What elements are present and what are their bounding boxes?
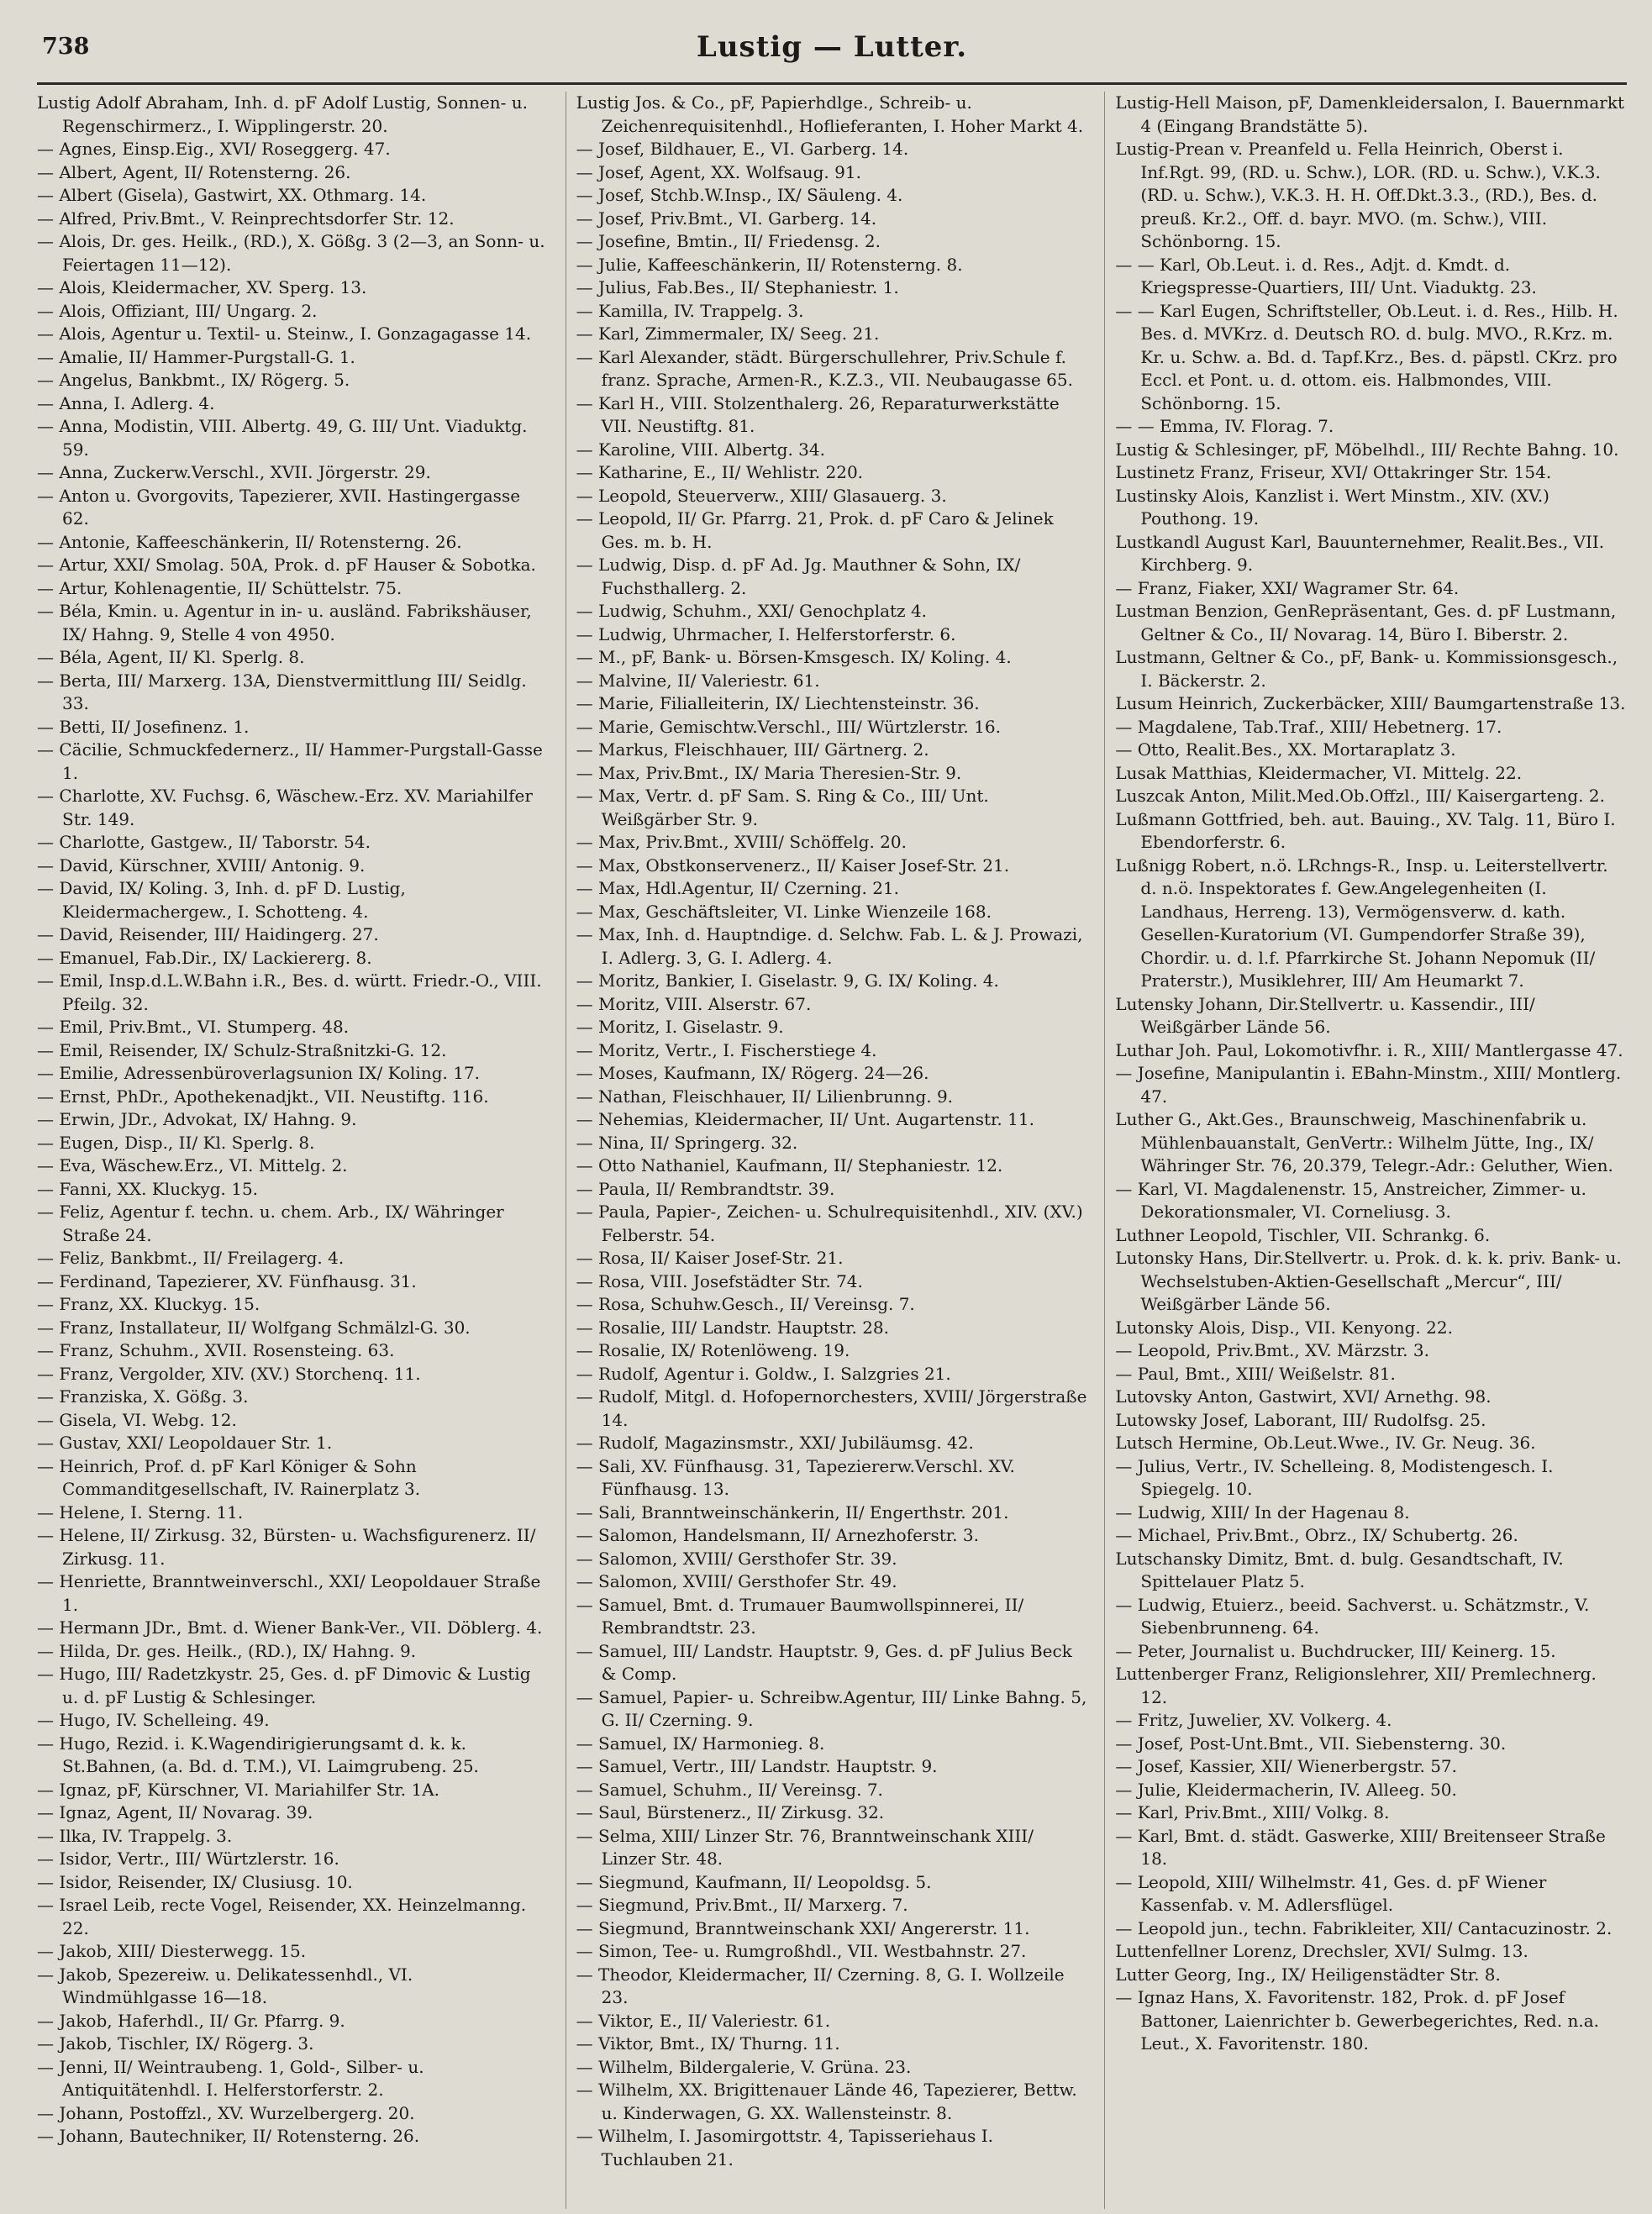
- directory-entry: — Hugo, IV. Schelleing. 49.: [37, 1710, 270, 1730]
- directory-entry: — Moritz, I. Giselastr. 9.: [576, 1017, 784, 1037]
- directory-entry: — Josef, Kassier, XII/ Wienerbergstr. 57.: [1115, 1756, 1458, 1776]
- page-number: 738: [42, 34, 90, 60]
- directory-entry: — Rosalie, IX/ Rotenlöweng. 19.: [576, 1340, 850, 1360]
- directory-entry: — Paula, Papier-, Zeichen- u. Schulrequisitenhdl., XIV. (XV.) Felberstr. 54.: [576, 1202, 1083, 1245]
- directory-entry: — Josef, Stchb.W.Insp., IX/ Säuleng. 4.: [576, 185, 903, 205]
- directory-entry: Lusak Matthias, Kleidermacher, VI. Mittelg. 22.: [1115, 762, 1523, 783]
- directory-entry: Lustman Benzion, GenRepräsentant, Ges. d. pF Lustmann, Geltner & Co., II/ Novarag. 14, Büro I. Biberstr. 2.: [1115, 601, 1617, 644]
- directory-entry: Lustinetz Franz, Friseur, XVI/ Ottakringer Str. 154.: [1115, 462, 1552, 482]
- directory-entry: — Anna, Modistin, VIII. Albertg. 49, G. III/ Unt. Viaduktg. 59.: [37, 416, 528, 460]
- directory-entry: — Franz, Fiaker, XXI/ Wagramer Str. 64.: [1115, 577, 1460, 598]
- directory-entry: — Otto, Realit.Bes., XX. Mortaraplatz 3.: [1115, 739, 1456, 760]
- directory-entry: — Peter, Journalist u. Buchdrucker, III/ Keinerg. 15.: [1115, 1640, 1556, 1661]
- directory-entry: — Alois, Kleidermacher, XV. Sperg. 13.: [37, 277, 367, 297]
- directory-entry: Lustig Jos. & Co., pF, Papierhdlge., Schreib- u. Zeichenrequisitenhdl., Hoflieferanten, I. Hoher Markt 4.: [576, 92, 1084, 136]
- directory-columns: [37, 92, 1627, 2209]
- directory-entry: — Samuel, III/ Landstr. Hauptstr. 9, Ges. d. pF Julius Beck & Comp.: [576, 1640, 1072, 1684]
- directory-entry: — Cäcilie, Schmuckfedernerz., II/ Hammer-Purgstall-Gasse 1.: [37, 739, 543, 783]
- page-header: [37, 30, 1627, 85]
- directory-entry: — Hugo, III/ Radetzkystr. 25, Ges. d. pF Dimovic & Lustig u. d. pF Lustig & Schlesinger.: [37, 1664, 531, 1707]
- directory-entry: — Leopold jun., techn. Fabrikleiter, XII/ Cantacuzinostr. 2.: [1115, 1917, 1613, 1938]
- directory-entry: — Leopold, XIII/ Wilhelmstr. 41, Ges. d. pF Wiener Kassenfab. v. M. Adlersflügel.: [1115, 1871, 1547, 1915]
- directory-entry: — Anna, I. Adlerg. 4.: [37, 392, 215, 413]
- directory-entry: — Israel Leib, recte Vogel, Reisender, XX. Heinzelmanng. 22.: [37, 1895, 527, 1938]
- directory-entry: — Artur, XXI/ Smolag. 50A, Prok. d. pF Hauser & Sobotka.: [37, 555, 536, 575]
- directory-entry: — Anton u. Gvorgovits, Tapezierer, XVII. Hastingergasse 62.: [37, 485, 521, 529]
- directory-entry: Lutonsky Hans, Dir.Stellvertr. u. Prok. d. k. k. priv. Bank- u. Wechselstuben-Aktien-Gesellschaft „Mercur“, III/ Weißgärber Lände 56.: [1115, 1248, 1622, 1314]
- directory-entry: — Otto Nathaniel, Kaufmann, II/ Stephaniestr. 12.: [576, 1155, 1003, 1175]
- directory-entry: — Anna, Zuckerw.Verschl., XVII. Jörgerstr. 29.: [37, 462, 431, 482]
- directory-entry: — Alfred, Priv.Bmt., V. Reinprechtsdorfer Str. 12.: [37, 208, 455, 229]
- directory-entry: — Samuel, IX/ Harmonieg. 8.: [576, 1733, 825, 1754]
- directory-entry: Lustkandl August Karl, Bauunternehmer, Realit.Bes., VII. Kirchberg. 9.: [1115, 531, 1605, 575]
- directory-entry: — Samuel, Vertr., III/ Landstr. Hauptstr. 9.: [576, 1756, 938, 1776]
- directory-entry: — Henriette, Branntweinverschl., XXI/ Leopoldauer Straße 1.: [37, 1571, 541, 1615]
- directory-entry: — Hugo, Rezid. i. K.Wagendirigierungsamt d. k. k. St.Bahnen, (a. Bd. d. T.M.), VI. Laimgrubeng. 25.: [37, 1733, 479, 1776]
- directory-entry: — Jakob, Tischler, IX/ Rögerg. 3.: [37, 2033, 314, 2054]
- directory-entry: — Paula, II/ Rembrandtstr. 39.: [576, 1178, 835, 1199]
- directory-entry: — Viktor, E., II/ Valeriestr. 61.: [576, 2010, 831, 2031]
- directory-entry: — Karl, Bmt. d. städt. Gaswerke, XIII/ Breitenseer Straße 18.: [1115, 1825, 1606, 1869]
- directory-entry: — Feliz, Bankbmt., II/ Freilagerg. 4.: [37, 1248, 345, 1268]
- directory-entry: — Wilhelm, I. Jasomirgottstr. 4, Tapisseriehaus I. Tuchlauben 21.: [576, 2126, 993, 2169]
- directory-entry: — Jenni, II/ Weintraubeng. 1, Gold-, Silber- u. Antiquitätenhdl. I. Helferstorferstr. 2.: [37, 2056, 424, 2100]
- directory-entry: — Artur, Kohlenagentie, II/ Schüttelstr. 75.: [37, 577, 402, 598]
- directory-entry: — Julie, Kaffeeschänkerin, II/ Rotensterng. 8.: [576, 254, 963, 275]
- directory-entry: — Johann, Bautechniker, II/ Rotensterng. 26.: [37, 2126, 420, 2146]
- directory-entry: — — Karl Eugen, Schriftsteller, Ob.Leut. i. d. Res., Hilb. H. Bes. d. MVKrz. d. Deutsch RO. d. bulg. MVO., R.Krz. m. Kr. u. Schw. a. Bd. d. Tapf.Krz., Bes. d. päpstl. CKrz. pro Eccl. et Pont. u. d. ottom. eis. Halbmondes, VIII. Schönborng. 15.: [1115, 300, 1618, 413]
- directory-entry: — Emil, Reisender, IX/ Schulz-Straßnitzki-G. 12.: [37, 1039, 447, 1060]
- directory-entry: — Rudolf, Mitgl. d. Hofopernorchesters, XVIII/ Jörgerstraße 14.: [576, 1386, 1087, 1430]
- directory-entry: — Selma, XIII/ Linzer Str. 76, Branntweinschank XIII/ Linzer Str. 48.: [576, 1825, 1034, 1869]
- directory-entry: Lustig Adolf Abraham, Inh. d. pF Adolf Lustig, Sonnen- u. Regenschirmerz., I. Wipplingerstr. 20.: [37, 92, 529, 136]
- directory-entry: — Franz, Vergolder, XIV. (XV.) Storchenq. 11.: [37, 1363, 421, 1384]
- directory-entry: — Ludwig, Disp. d. pF Ad. Jg. Mauthner & Sohn, IX/ Fuchsthallerg. 2.: [576, 555, 1021, 598]
- directory-entry: — Albert, Agent, II/ Rotensterng. 26.: [37, 161, 351, 182]
- directory-entry: — Hilda, Dr. ges. Heilk., (RD.), IX/ Hahng. 9.: [37, 1640, 417, 1661]
- directory-entry: — Johann, Postoffzl., XV. Wurzelbergerg. 20.: [37, 2102, 415, 2123]
- directory-entry: — Angelus, Bankbmt., IX/ Rögerg. 5.: [37, 370, 350, 390]
- directory-entry: Lustinsky Alois, Kanzlist i. Wert Minstm., XIV. (XV.) Pouthong. 19.: [1115, 485, 1549, 529]
- directory-entry: Luttenfellner Lorenz, Drechsler, XVI/ Sulmg. 13.: [1115, 1941, 1528, 1961]
- directory-entry: Luthner Leopold, Tischler, VII. Schrankg. 6.: [1115, 1224, 1491, 1245]
- directory-entry: — Rudolf, Magazinsmstr., XXI/ Jubiläumsg. 42.: [576, 1433, 974, 1453]
- directory-entry: — Siegmund, Priv.Bmt., II/ Marxerg. 7.: [576, 1895, 908, 1915]
- directory-entry: — Helene, I. Sterng. 11.: [37, 1501, 244, 1522]
- directory-entry: — Moses, Kaufmann, IX/ Rögerg. 24—26.: [576, 1063, 929, 1083]
- directory-entry: — Emanuel, Fab.Dir., IX/ Lackiererg. 8.: [37, 947, 372, 968]
- directory-entry: — Eva, Wäschew.Erz., VI. Mittelg. 2.: [37, 1155, 348, 1175]
- directory-entry: Lutensky Johann, Dir.Stellvertr. u. Kassendir., III/ Weißgärber Lände 56.: [1115, 993, 1535, 1037]
- directory-entry: Lutovsky Anton, Gastwirt, XVI/ Arnethg. 98.: [1115, 1386, 1492, 1407]
- directory-entry: — Julius, Fab.Bes., II/ Stephaniestr. 1.: [576, 277, 899, 297]
- directory-entry: — Ignaz, pF, Kürschner, VI. Mariahilfer Str. 1A.: [37, 1779, 439, 1800]
- directory-entry: — Amalie, II/ Hammer-Purgstall-G. 1.: [37, 346, 355, 367]
- directory-entry: — Samuel, Schuhm., II/ Vereinsg. 7.: [576, 1779, 883, 1800]
- directory-entry: Luthar Joh. Paul, Lokomotivfhr. i. R., XIII/ Mantlergasse 47.: [1115, 1039, 1623, 1060]
- directory-entry: — Fritz, Juwelier, XV. Volkerg. 4.: [1115, 1710, 1392, 1730]
- directory-entry: — Alois, Dr. ges. Heilk., (RD.), X. Gößg. 3 (2—3, an Sonn- u. Feiertagen 11—12).: [37, 231, 545, 275]
- directory-entry: — Paul, Bmt., XIII/ Weißelstr. 81.: [1115, 1363, 1396, 1384]
- directory-entry: — Ignaz, Agent, II/ Novarag. 39.: [37, 1802, 313, 1822]
- directory-entry: — Leopold, Priv.Bmt., XV. Märzstr. 3.: [1115, 1340, 1429, 1360]
- directory-entry: — Samuel, Papier- u. Schreibw.Agentur, III/ Linke Bahng. 5, G. II/ Czerning. 9.: [576, 1686, 1087, 1730]
- directory-entry: Lußnigg Robert, n.ö. LRchngs-R., Insp. u. Leiterstellvertr. d. n.ö. Inspektorates f. Gew.Angelegenheiten (I. Landhaus, Herreng. 13), Vermögensverw. d. kath. Gesellen-Kuratorium (VI. Gumpendorfer Straße 39), Chordir. u. d. l.f. Pfarrkirche St. Johann Nepomuk (II/ Praterstr.), Musiklehrer, III/ Am Heumarkt 7.: [1115, 855, 1608, 991]
- directory-entry: Lutonsky Alois, Disp., VII. Kenyong. 22.: [1115, 1317, 1453, 1338]
- directory-entry: — Sali, XV. Fünfhausg. 31, Tapeziererw.Verschl. XV. Fünfhausg. 13.: [576, 1455, 1015, 1499]
- directory-entry: — Erwin, JDr., Advokat, IX/ Hahng. 9.: [37, 1109, 357, 1129]
- directory-entry: — Heinrich, Prof. d. pF Karl Königer & Sohn Commanditgesellschaft, IV. Rainerplatz 3.: [37, 1455, 421, 1499]
- directory-entry: Lustig-Hell Maison, pF, Damenkleidersalon, I. Bauernmarkt 4 (Eingang Brandstätte 5).: [1115, 92, 1624, 136]
- directory-entry: Luszcak Anton, Milit.Med.Ob.Offzl., III/ Kaisergarteng. 2.: [1115, 786, 1605, 806]
- directory-entry: — Karl, VI. Magdalenenstr. 15, Anstreicher, Zimmer- u. Dekorationsmaler, VI. Corneliusg. 3.: [1115, 1178, 1586, 1222]
- directory-entry: — Isidor, Vertr., III/ Würtzlerstr. 16.: [37, 1849, 339, 1869]
- directory-entry: — Karl Alexander, städt. Bürgerschullehrer, Priv.Schule f. franz. Sprache, Armen-R., K.Z.3., VII. Neubaugasse 65.: [576, 346, 1073, 390]
- directory-entry: — Jakob, XIII/ Diesterwegg. 15.: [37, 1941, 307, 1961]
- directory-entry: — Josefine, Bmtin., II/ Friedensg. 2.: [576, 231, 881, 251]
- directory-entry: — Gisela, VI. Webg. 12.: [37, 1409, 237, 1430]
- directory-entry: — Karl, Priv.Bmt., XIII/ Volkg. 8.: [1115, 1802, 1390, 1822]
- directory-entry: — Helene, II/ Zirkusg. 32, Bürsten- u. Wachsfigurenerz. II/ Zirkusg. 11.: [37, 1525, 536, 1569]
- directory-entry: — Samuel, Bmt. d. Trumauer Baumwollspinnerei, II/ Rembrandtstr. 23.: [576, 1594, 1024, 1638]
- directory-entry: — Hermann JDr., Bmt. d. Wiener Bank-Ver., VII. Döblerg. 4.: [37, 1617, 543, 1638]
- directory-entry: — Béla, Kmin. u. Agentur in in- u. ausländ. Fabrikshäuser, IX/ Hahng. 9, Stelle 4 von 4950.: [37, 601, 532, 644]
- directory-entry: — David, Kürschner, XVIII/ Antonig. 9.: [37, 855, 366, 876]
- directory-entry: — Leopold, Steuerverw., XIII/ Glasauerg. 3.: [576, 485, 947, 506]
- directory-entry: — — Karl, Ob.Leut. i. d. Res., Adjt. d. Kmdt. d. Kriegspresse-Quartiers, III/ Unt. Viaduktg. 23.: [1115, 254, 1537, 297]
- directory-entry: — Betti, II/ Josefinenz. 1.: [37, 716, 250, 737]
- directory-entry: — Isidor, Reisender, IX/ Clusiusg. 10.: [37, 1871, 353, 1892]
- directory-entry: — Karl H., VIII. Stolzenthalerg. 26, Reparaturwerkstätte VII. Neustiftg. 81.: [576, 392, 1060, 436]
- directory-entry: — Alois, Offiziant, III/ Ungarg. 2.: [37, 300, 318, 321]
- directory-entry: — Franziska, X. Gößg. 3.: [37, 1386, 249, 1407]
- directory-entry: — Rosa, II/ Kaiser Josef-Str. 21.: [576, 1248, 844, 1268]
- directory-entry: — Berta, III/ Marxerg. 13A, Dienstvermittlung III/ Seidlg. 33.: [37, 670, 527, 713]
- directory-entry: Lußmann Gottfried, beh. aut. Bauing., XV. Talg. 11, Büro I. Ebendorferstr. 6.: [1115, 808, 1616, 852]
- directory-entry: — Josefine, Manipulantin i. EBahn-Minstm., XIII/ Montlerg. 47.: [1115, 1063, 1622, 1107]
- directory-entry: — Viktor, Bmt., IX/ Thurng. 11.: [576, 2033, 840, 2054]
- directory-entry: — Max, Hdl.Agentur, II/ Czerning. 21.: [576, 878, 899, 898]
- directory-entry: Lutsch Hermine, Ob.Leut.Wwe., IV. Gr. Neug. 36.: [1115, 1433, 1536, 1453]
- directory-entry: — Ludwig, Schuhm., XXI/ Genochplatz 4.: [576, 601, 928, 621]
- directory-entry: — Salomon, XVIII/ Gersthofer Str. 49.: [576, 1571, 897, 1591]
- directory-entry: — Ludwig, XIII/ In der Hagenau 8.: [1115, 1501, 1410, 1522]
- directory-entry: — Nina, II/ Springerg. 32.: [576, 1132, 798, 1153]
- directory-entry: — Moritz, Vertr., I. Fischerstiege 4.: [576, 1039, 877, 1060]
- directory-entry: — Emilie, Adressenbüroverlagsunion IX/ Koling. 17.: [37, 1063, 481, 1083]
- directory-entry: — Magdalene, Tab.Traf., XIII/ Hebetnerg. 17.: [1115, 716, 1502, 737]
- directory-entry: — Max, Obstkonservenerz., II/ Kaiser Josef-Str. 21.: [576, 855, 1010, 876]
- column-1: [37, 92, 549, 2209]
- directory-entry: Lusum Heinrich, Zuckerbäcker, XIII/ Baumgartenstraße 13.: [1115, 693, 1626, 713]
- directory-entry: — Theodor, Kleidermacher, II/ Czerning. 8, G. I. Wollzeile 23.: [576, 1964, 1065, 2007]
- column-2: [566, 92, 1088, 2209]
- directory-entry: — Salomon, Handelsmann, II/ Arnezhoferstr. 3.: [576, 1525, 979, 1545]
- directory-entry: Lustig & Schlesinger, pF, Möbelhdl., III/ Rechte Bahng. 10.: [1115, 439, 1619, 460]
- directory-entry: — Karoline, VIII. Albertg. 34.: [576, 439, 825, 460]
- directory-entry: — Simon, Tee- u. Rumgroßhdl., VII. Westbahnstr. 27.: [576, 1941, 1027, 1961]
- directory-entry: — Leopold, II/ Gr. Pfarrg. 21, Prok. d. pF Caro & Jelinek Ges. m. b. H.: [576, 508, 1054, 552]
- directory-entry: — Kamilla, IV. Trappelg. 3.: [576, 300, 804, 321]
- directory-entry: — Saul, Bürstenerz., II/ Zirkusg. 32.: [576, 1802, 885, 1822]
- directory-entry: — Ludwig, Etuierz., beeid. Sachverst. u. Schätzmstr., V. Siebenbrunneng. 64.: [1115, 1594, 1590, 1638]
- directory-entry: — Josef, Post-Unt.Bmt., VII. Siebensterng. 30.: [1115, 1733, 1507, 1754]
- directory-entry: — Jakob, Haferhdl., II/ Gr. Pfarrg. 9.: [37, 2010, 345, 2031]
- directory-entry: — M., pF, Bank- u. Börsen-Kmsgesch. IX/ Koling. 4.: [576, 647, 1012, 667]
- directory-entry: — Béla, Agent, II/ Kl. Sperlg. 8.: [37, 647, 305, 667]
- running-head: Lustig — Lutter.: [696, 30, 968, 64]
- directory-entry: — Feliz, Agentur f. techn. u. chem. Arb., IX/ Währinger Straße 24.: [37, 1202, 504, 1245]
- directory-entry: Luther G., Akt.Ges., Braunschweig, Maschinenfabrik u. Mühlenbauanstalt, GenVertr.: Wilhelm Jütte, Ing., IX/ Währinger Str. 76, 20.379, Telegr.-Adr.: Geluther, Wien.: [1115, 1109, 1613, 1175]
- directory-entry: — Nehemias, Kleidermacher, II/ Unt. Augartenstr. 11.: [576, 1109, 1034, 1129]
- directory-entry: — Julius, Vertr., IV. Schelleing. 8, Modistengesch. I. Spiegelg. 10.: [1115, 1455, 1554, 1499]
- directory-entry: Lutowsky Josef, Laborant, III/ Rudolfsg. 25.: [1115, 1409, 1486, 1430]
- directory-entry: — Wilhelm, Bildergalerie, V. Grüna. 23.: [576, 2056, 912, 2077]
- directory-entry: — Emil, Insp.d.L.W.Bahn i.R., Bes. d. württ. Friedr.-O., VIII. Pfeilg. 32.: [37, 970, 542, 1014]
- directory-entry: — Nathan, Fleischhauer, II/ Lilienbrunng. 9.: [576, 1086, 954, 1107]
- directory-entry: — Josef, Agent, XX. Wolfsaug. 91.: [576, 161, 861, 182]
- directory-entry: — Wilhelm, XX. Brigittenauer Lände 46, Tapezierer, Bettw. u. Kinderwagen, G. XX. Wallensteinstr. 8.: [576, 2080, 1077, 2123]
- directory-entry: — Jakob, Spezereiw. u. Delikatessenhdl., VI. Windmühlgasse 16—18.: [37, 1964, 413, 2007]
- directory-entry: — Katharine, E., II/ Wehlistr. 220.: [576, 462, 864, 482]
- directory-entry: — Moritz, VIII. Alserstr. 67.: [576, 993, 812, 1014]
- directory-entry: — Josef, Priv.Bmt., VI. Garberg. 14.: [576, 208, 877, 229]
- directory-entry: — Max, Priv.Bmt., XVIII/ Schöffelg. 20.: [576, 832, 907, 852]
- directory-entry: — Antonie, Kaffeeschänkerin, II/ Rotensterng. 26.: [37, 531, 462, 552]
- directory-entry: — Franz, XX. Kluckyg. 15.: [37, 1294, 260, 1314]
- directory-entry: — David, Reisender, III/ Haidingerg. 27.: [37, 924, 379, 944]
- directory-entry: — Rosa, Schuhw.Gesch., II/ Vereinsg. 7.: [576, 1294, 915, 1314]
- directory-entry: — Siegmund, Kaufmann, II/ Leopoldsg. 5.: [576, 1871, 932, 1892]
- directory-entry: — Franz, Installateur, II/ Wolfgang Schmälzl-G. 30.: [37, 1317, 471, 1338]
- directory-entry: — Ernst, PhDr., Apothekenadjkt., VII. Neustiftg. 116.: [37, 1086, 489, 1107]
- directory-entry: — Ludwig, Uhrmacher, I. Helferstorferstr. 6.: [576, 623, 956, 644]
- directory-entry: — Gustav, XXI/ Leopoldauer Str. 1.: [37, 1433, 333, 1453]
- directory-entry: — Josef, Bildhauer, E., VI. Garberg. 14.: [576, 139, 909, 159]
- directory-entry: — Ilka, IV. Trappelg. 3.: [37, 1825, 233, 1846]
- directory-entry: — Alois, Agentur u. Textil- u. Steinw., I. Gonzagagasse 14.: [37, 323, 532, 344]
- directory-entry: — Agnes, Einsp.Eig., XVI/ Roseggerg. 47.: [37, 139, 391, 159]
- directory-entry: — Rudolf, Agentur i. Goldw., I. Salzgries 21.: [576, 1363, 951, 1384]
- directory-entry: — Salomon, XVIII/ Gersthofer Str. 39.: [576, 1548, 897, 1569]
- directory-entry: — Fanni, XX. Kluckyg. 15.: [37, 1178, 259, 1199]
- directory-entry: — Siegmund, Branntweinschank XXI/ Angererstr. 11.: [576, 1917, 1030, 1938]
- directory-entry: Lustmann, Geltner & Co., pF, Bank- u. Kommissionsgesch., I. Bäckerstr. 2.: [1115, 647, 1618, 691]
- directory-entry: — Markus, Fleischhauer, III/ Gärtnerg. 2.: [576, 739, 929, 760]
- directory-entry: — Max, Vertr. d. pF Sam. S. Ring & Co., III/ Unt. Weißgärber Str. 9.: [576, 786, 989, 829]
- directory-entry: Luttenberger Franz, Religionslehrer, XII/ Premlechnerg. 12.: [1115, 1664, 1597, 1707]
- directory-entry: — Franz, Schuhm., XVII. Rosensteing. 63.: [37, 1340, 395, 1360]
- directory-entry: — Julie, Kleidermacherin, IV. Alleeg. 50.: [1115, 1779, 1457, 1800]
- directory-entry: — Max, Geschäftsleiter, VI. Linke Wienzeile 168.: [576, 901, 992, 922]
- directory-entry: — Ferdinand, Tapezierer, XV. Fünfhausg. 31.: [37, 1270, 417, 1291]
- directory-entry: — Eugen, Disp., II/ Kl. Sperlg. 8.: [37, 1132, 315, 1153]
- directory-entry: — Max, Priv.Bmt., IX/ Maria Theresien-Str. 9.: [576, 762, 962, 783]
- directory-entry: — Rosa, VIII. Josefstädter Str. 74.: [576, 1270, 863, 1291]
- directory-entry: Lustig-Prean v. Preanfeld u. Fella Heinrich, Oberst i. Inf.Rgt. 99, (RD. u. Schw.), LOR. (RD. u. Schw.), V.K.3. (RD. u. Schw.), V.K.3. H. H. Off.Dkt.3.3., (RD.), Bes. d. preuß. Kr.2., Off. d. bayr. MVO. (m. Schw.), VIII. Schönborng. 15.: [1115, 139, 1601, 251]
- directory-entry: — Moritz, Bankier, I. Giselastr. 9, G. IX/ Koling. 4.: [576, 970, 999, 991]
- directory-entry: — Albert (Gisela), Gastwirt, XX. Othmarg. 14.: [37, 185, 427, 205]
- directory-entry: Lutter Georg, Ing., IX/ Heiligenstädter Str. 8.: [1115, 1964, 1501, 1985]
- directory-entry: — Karl, Zimmermaler, IX/ Seeg. 21.: [576, 323, 880, 344]
- directory-entry: — Marie, Filialleiterin, IX/ Liechtensteinstr. 36.: [576, 693, 980, 713]
- directory-entry: — Marie, Gemischtw.Verschl., III/ Würtzlerstr. 16.: [576, 716, 1001, 737]
- column-3: [1104, 92, 1627, 2209]
- directory-entry: Lutschansky Dimitz, Bmt. d. bulg. Gesandtschaft, IV. Spittelauer Platz 5.: [1115, 1548, 1564, 1591]
- directory-entry: — Charlotte, XV. Fuchsg. 6, Wäschew.-Erz. XV. Mariahilfer Str. 149.: [37, 786, 533, 829]
- directory-entry: — Max, Inh. d. Hauptndige. d. Selchw. Fab. L. & J. Prowazi, I. Adlerg. 3, G. I. Adlerg. 4.: [576, 924, 1083, 968]
- directory-entry: — Sali, Branntweinschänkerin, II/ Engerthstr. 201.: [576, 1501, 1009, 1522]
- directory-entry: — Rosalie, III/ Landstr. Hauptstr. 28.: [576, 1317, 889, 1338]
- directory-entry: — Charlotte, Gastgew., II/ Taborstr. 54.: [37, 832, 371, 852]
- directory-entry: — Ignaz Hans, X. Favoritenstr. 182, Prok. d. pF Josef Battoner, Laienrichter b. Gewerbegerichtes, Red. n.a. Leut., X. Favoritenstr. 180.: [1115, 1987, 1599, 2054]
- directory-entry: — — Emma, IV. Florag. 7.: [1115, 416, 1334, 436]
- directory-entry: — Michael, Priv.Bmt., Obrz., IX/ Schubertg. 26.: [1115, 1525, 1518, 1545]
- directory-entry: — Malvine, II/ Valeriestr. 61.: [576, 670, 820, 691]
- directory-entry: — David, IX/ Koling. 3, Inh. d. pF D. Lustig, Kleidermachergew., I. Schotteng. 4.: [37, 878, 406, 922]
- directory-entry: — Emil, Priv.Bmt., VI. Stumperg. 48.: [37, 1017, 350, 1037]
